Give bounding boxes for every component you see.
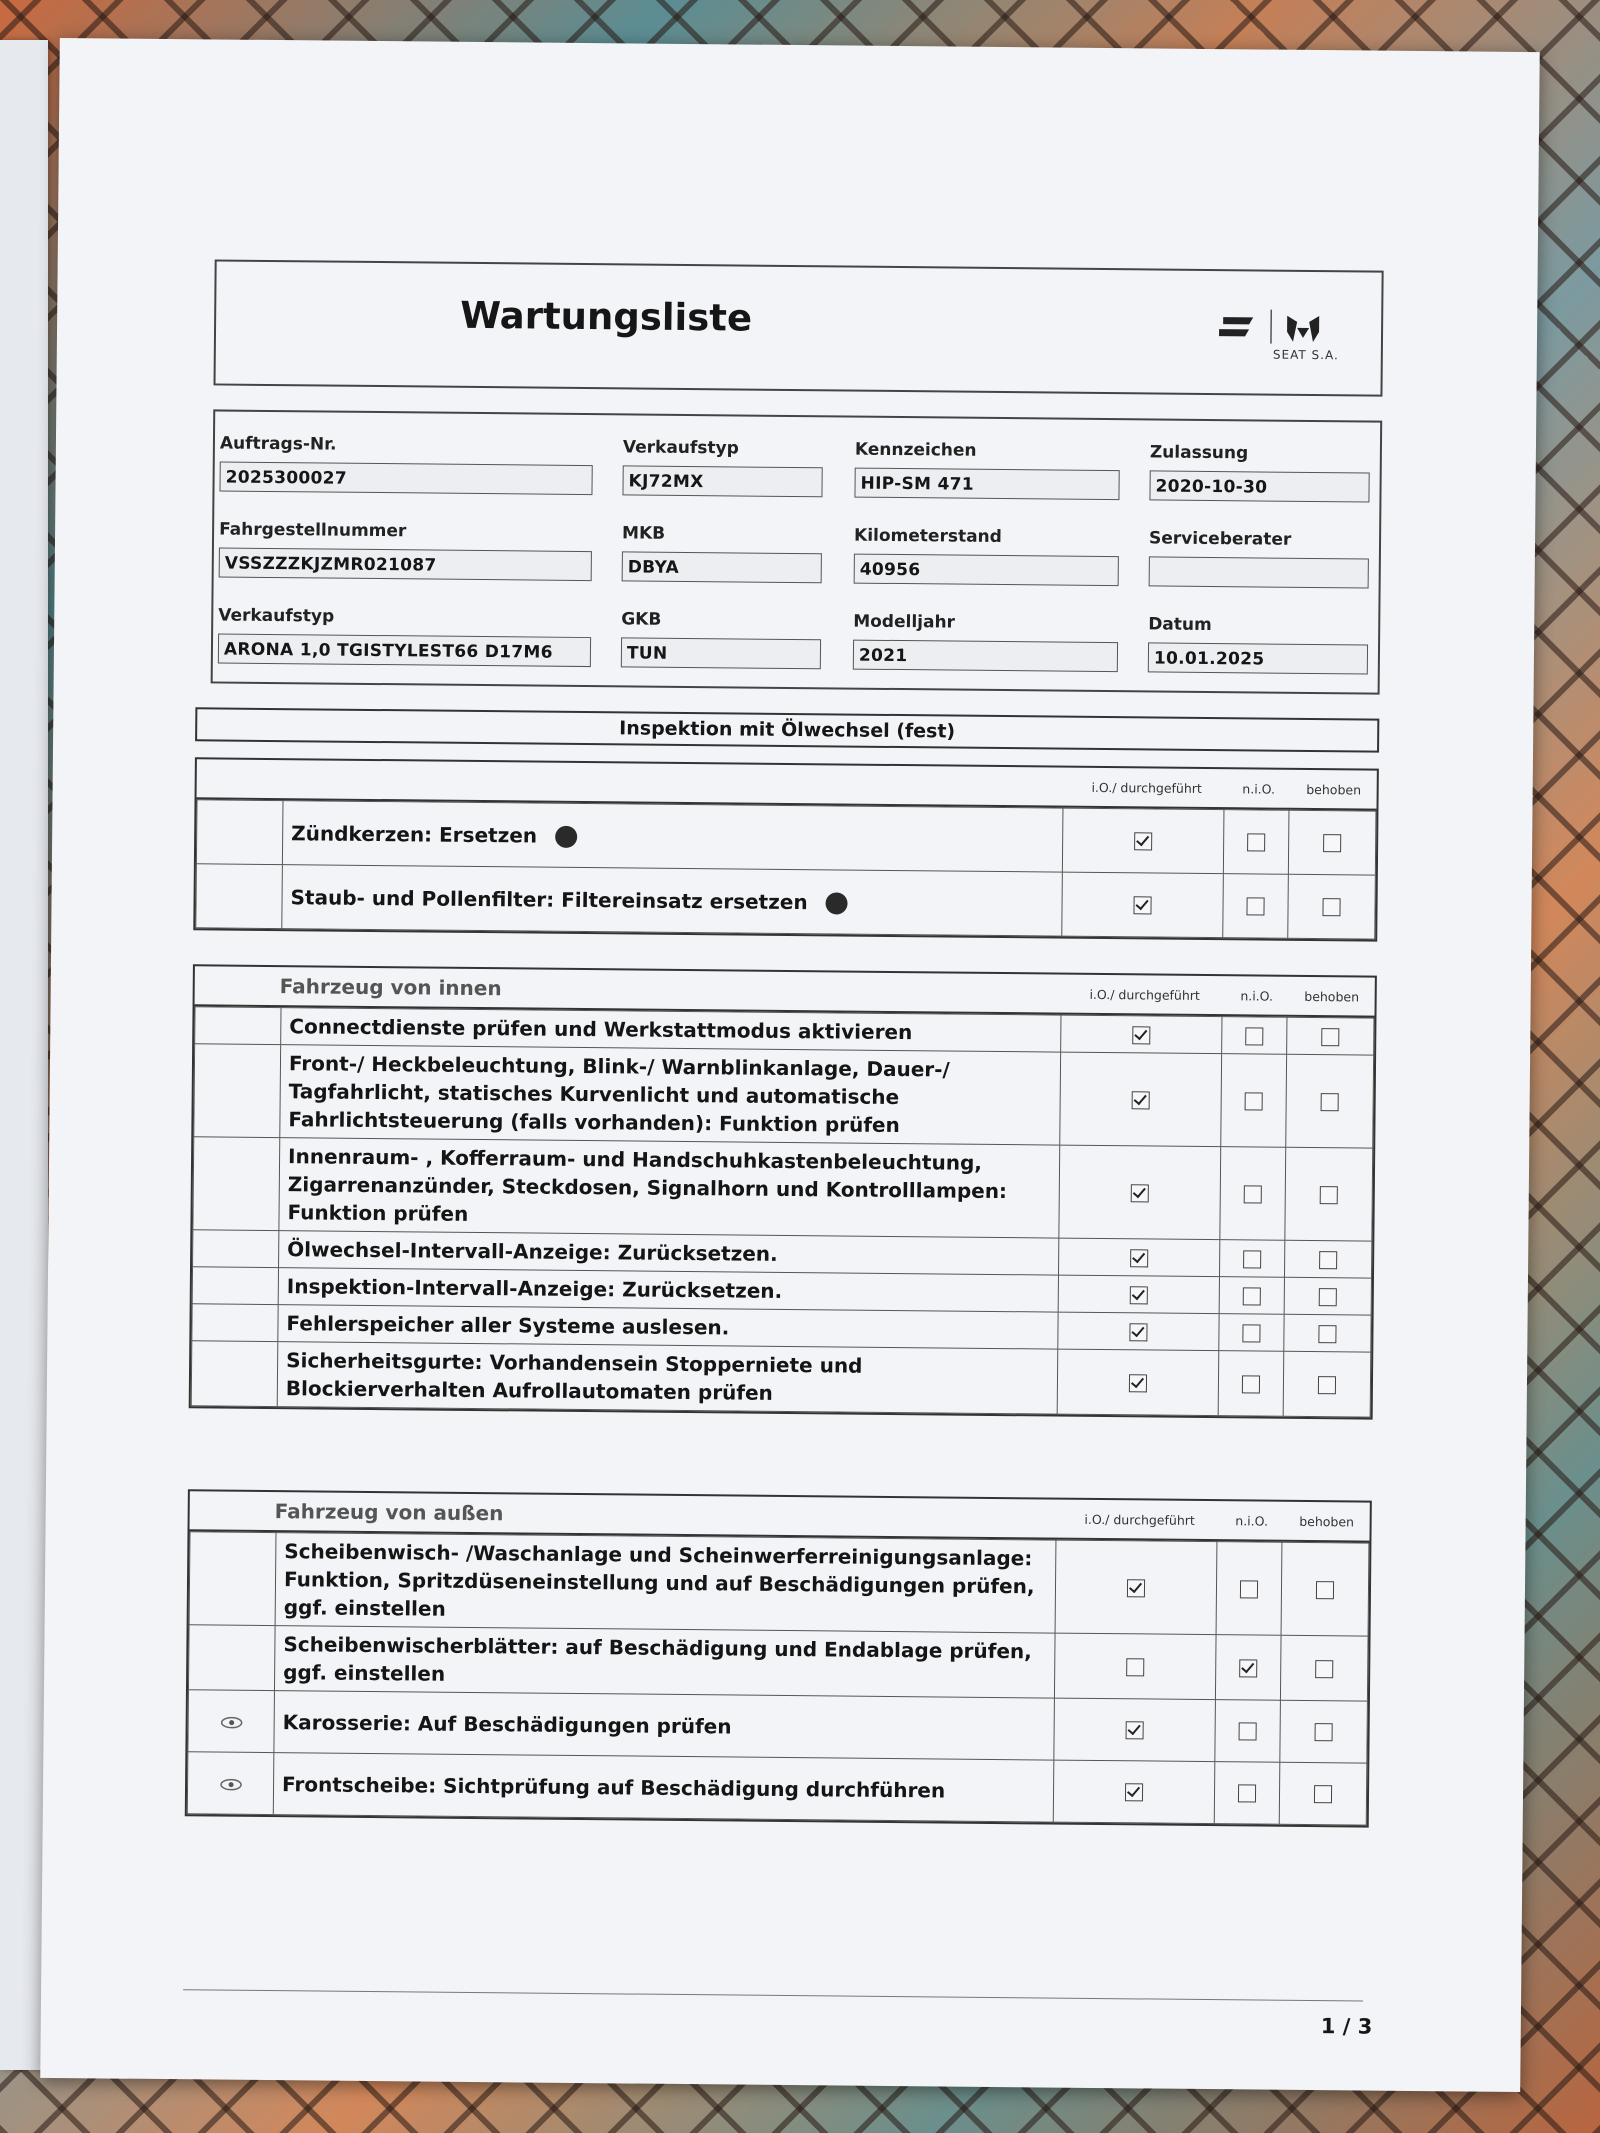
vin-value: VSSZZZKJZMR021087 xyxy=(219,547,592,581)
checkbox-nio[interactable] xyxy=(1245,1027,1263,1045)
table-row xyxy=(196,864,1376,939)
page-number: 1 / 3 xyxy=(1320,2014,1373,2039)
marker-dot-icon xyxy=(555,826,577,848)
cell-fixed[interactable] xyxy=(1285,1147,1373,1241)
cell-ok[interactable] xyxy=(1053,1760,1215,1824)
task-text: Connectdienste prüfen und Werkstattmodus aktivieren xyxy=(281,1008,1061,1052)
cell-nio[interactable] xyxy=(1223,874,1289,939)
field-serviceberater xyxy=(1149,528,1370,588)
checkbox-nio[interactable] xyxy=(1242,1375,1260,1393)
license-plate-value: HIP-SM 471 xyxy=(854,468,1119,501)
cell-nio[interactable] xyxy=(1219,1314,1284,1352)
background-sheet xyxy=(0,40,48,2070)
checkbox-ok[interactable] xyxy=(1132,1091,1150,1109)
cell-nio[interactable] xyxy=(1221,1054,1287,1148)
cell-nio[interactable] xyxy=(1222,1017,1287,1055)
field-label: Modelljahr xyxy=(853,611,956,633)
column-header-ok: i.O./ durchgeführt xyxy=(1059,1500,1219,1541)
row-marker xyxy=(191,1341,278,1407)
registration-date-value: 2020-10-30 xyxy=(1149,470,1369,502)
field-label: Zulassung xyxy=(1149,442,1249,464)
table-row xyxy=(187,1752,1367,1825)
field-zulassung xyxy=(1149,442,1370,502)
field-datum xyxy=(1148,614,1369,674)
table-row xyxy=(193,1137,1373,1241)
checkbox-nio[interactable] xyxy=(1242,1324,1260,1342)
column-header-fixed: behoben xyxy=(1290,770,1376,810)
gearbox-code-value: TUN xyxy=(621,637,821,669)
checkbox-fixed[interactable] xyxy=(1315,1723,1333,1741)
row-marker xyxy=(187,1752,274,1815)
checkbox-ok[interactable] xyxy=(1131,1184,1149,1202)
field-modelljahr xyxy=(853,612,1119,673)
task-text: Front-/ Heckbeleuchtung, Blink-/ Warnblinkanlage, Dauer-/ Tagfahrlicht, statisches Kurvenlicht und automatische Fahrlichtsteuerung (falls vorhanden): Funktion prüfen xyxy=(280,1045,1061,1145)
cell-nio[interactable] xyxy=(1216,1542,1282,1636)
row-marker xyxy=(192,1267,278,1305)
column-header-ok: i.O./ durchgeführt xyxy=(1065,975,1225,1016)
cell-fixed[interactable] xyxy=(1280,1635,1368,1701)
brand-name: SEAT S.A. xyxy=(1272,347,1339,363)
table-row xyxy=(188,1690,1368,1763)
cell-nio[interactable] xyxy=(1219,1240,1284,1278)
checkbox-nio[interactable] xyxy=(1244,1185,1262,1203)
field-label: Verkaufstyp xyxy=(622,437,739,459)
eye-icon xyxy=(219,1778,243,1790)
checkbox-ok[interactable] xyxy=(1125,1784,1143,1802)
section-title: Fahrzeug von innen xyxy=(195,966,1065,1013)
table-row xyxy=(189,1532,1369,1636)
row-marker xyxy=(194,1044,281,1138)
vehicle-info-grid xyxy=(211,409,1383,694)
row-marker xyxy=(189,1532,276,1626)
checkbox-fixed[interactable] xyxy=(1316,1581,1334,1599)
cell-fixed[interactable] xyxy=(1284,1240,1371,1278)
cell-nio[interactable] xyxy=(1219,1277,1284,1315)
checkbox-fixed[interactable] xyxy=(1322,898,1340,916)
model-year-value: 2021 xyxy=(853,640,1118,673)
checkbox-fixed[interactable] xyxy=(1321,1093,1339,1111)
table-row xyxy=(191,1341,1371,1417)
checkbox-ok[interactable] xyxy=(1133,897,1151,915)
checkbox-ok[interactable] xyxy=(1130,1286,1148,1304)
field-label: Datum xyxy=(1148,614,1212,636)
task-text: Inspektion-Intervall-Anzeige: Zurücksetzen. xyxy=(278,1268,1058,1312)
checkbox-nio[interactable] xyxy=(1239,1723,1257,1741)
checkbox-ok[interactable] xyxy=(1134,833,1152,851)
field-label: MKB xyxy=(621,523,666,544)
cell-ok[interactable] xyxy=(1054,1698,1216,1762)
cell-nio[interactable] xyxy=(1220,1147,1286,1241)
checkbox-fixed[interactable] xyxy=(1319,1288,1337,1306)
field-label: Verkaufstyp xyxy=(218,605,335,627)
cell-fixed[interactable] xyxy=(1286,1054,1374,1148)
cell-fixed[interactable] xyxy=(1284,1314,1371,1352)
row-marker xyxy=(196,800,283,865)
field-label: Serviceberater xyxy=(1148,528,1292,550)
page-title: Wartungsliste xyxy=(460,293,753,340)
cell-ok[interactable] xyxy=(1058,1312,1219,1351)
field-label: Kennzeichen xyxy=(854,439,977,461)
mileage-value: 40956 xyxy=(854,554,1119,587)
checkbox-nio[interactable] xyxy=(1243,1250,1261,1268)
checkbox-fixed[interactable] xyxy=(1321,1028,1339,1046)
checkbox-ok[interactable] xyxy=(1129,1323,1147,1341)
interior-table xyxy=(189,964,1377,1419)
exterior-table xyxy=(185,1489,1372,1827)
row-marker xyxy=(188,1690,275,1753)
marker-dot-icon xyxy=(826,892,848,914)
checkbox-ok[interactable] xyxy=(1130,1249,1148,1267)
eye-icon xyxy=(219,1716,243,1728)
row-marker xyxy=(193,1230,279,1268)
cell-nio[interactable] xyxy=(1215,1635,1281,1701)
checkbox-nio[interactable] xyxy=(1246,898,1264,916)
checkbox-ok[interactable] xyxy=(1132,1026,1150,1044)
column-header-nio: n.i.O. xyxy=(1219,1501,1283,1541)
task-text xyxy=(282,801,1063,872)
service-advisor-value xyxy=(1149,556,1369,588)
field-fahrgestell xyxy=(219,519,593,581)
table-row xyxy=(188,1625,1368,1701)
cell-nio[interactable] xyxy=(1215,1700,1281,1763)
order-number-value: 2025300027 xyxy=(219,461,592,495)
field-label: GKB xyxy=(621,609,662,630)
cell-ok[interactable] xyxy=(1062,808,1224,874)
row-marker xyxy=(193,1137,280,1231)
task-label: Zündkerzen: Ersetzen xyxy=(291,820,538,848)
checkbox-fixed[interactable] xyxy=(1318,1376,1336,1394)
checkbox-nio[interactable] xyxy=(1245,1092,1263,1110)
column-header-fixed: behoben xyxy=(1283,1502,1369,1542)
cell-ok[interactable] xyxy=(1058,1238,1219,1277)
field-verkaufstyp-code xyxy=(622,437,823,497)
task-text: Scheibenwischerblätter: auf Beschädigung und Endablage prüfen, ggf. einstellen xyxy=(274,1626,1055,1698)
field-auftragsnr xyxy=(219,433,593,495)
cell-fixed[interactable] xyxy=(1281,1542,1369,1636)
field-verkaufstyp-model xyxy=(218,605,592,667)
field-label: Auftrags-Nr. xyxy=(219,433,337,455)
checkbox-ok[interactable] xyxy=(1129,1374,1147,1392)
cell-nio[interactable] xyxy=(1218,1351,1284,1417)
cell-nio[interactable] xyxy=(1214,1762,1280,1825)
row-marker xyxy=(192,1304,278,1342)
cell-ok[interactable] xyxy=(1060,1052,1222,1147)
cell-fixed[interactable] xyxy=(1284,1277,1371,1315)
row-marker xyxy=(196,864,283,929)
cell-fixed[interactable] xyxy=(1279,1762,1367,1825)
cell-ok[interactable] xyxy=(1059,1145,1221,1240)
cell-fixed[interactable] xyxy=(1283,1351,1371,1417)
task-text: Scheibenwisch- /Waschanlage und Scheinwerferreinigungsanlage: Funktion, Spritzdüseneinstellung und auf Beschädigungen prüfen, ggf. einstellen xyxy=(275,1533,1056,1633)
task-text: Karosserie: Auf Beschädigungen prüfen xyxy=(274,1691,1055,1760)
cell-fixed[interactable] xyxy=(1288,874,1376,939)
checkbox-ok[interactable] xyxy=(1126,1722,1144,1740)
model-description-value: ARONA 1,0 TGISTYLEST66 D17M6 xyxy=(218,633,591,667)
row-marker xyxy=(195,1007,281,1045)
maintenance-sheet xyxy=(40,38,1540,2092)
checkbox-fixed[interactable] xyxy=(1319,1251,1337,1269)
cell-fixed[interactable] xyxy=(1287,1017,1374,1055)
cell-ok[interactable] xyxy=(1055,1540,1217,1635)
inspection-table xyxy=(193,757,1379,941)
checkbox-nio[interactable] xyxy=(1243,1287,1261,1305)
task-label: Staub- und Pollenfilter: Filtereinsatz ersetzen xyxy=(290,884,808,914)
checkbox-nio[interactable] xyxy=(1240,1580,1258,1598)
field-label: Fahrgestellnummer xyxy=(219,519,407,542)
checkbox-nio[interactable] xyxy=(1239,1659,1257,1677)
checkbox-fixed[interactable] xyxy=(1315,1660,1333,1678)
cell-ok[interactable] xyxy=(1061,1015,1222,1054)
task-text: Fehlerspeicher aller Systeme auslesen. xyxy=(278,1305,1058,1349)
checkbox-fixed[interactable] xyxy=(1314,1785,1332,1803)
cell-ok[interactable] xyxy=(1062,872,1224,938)
task-text xyxy=(282,865,1063,936)
checkbox-ok[interactable] xyxy=(1127,1579,1145,1597)
field-kennzeichen xyxy=(854,440,1120,501)
table-row xyxy=(194,1044,1374,1148)
cell-fixed[interactable] xyxy=(1288,810,1376,875)
column-header-fixed: behoben xyxy=(1288,977,1374,1017)
section-title xyxy=(197,759,1067,806)
checkbox-fixed[interactable] xyxy=(1323,834,1341,852)
checkbox-ok[interactable] xyxy=(1126,1658,1144,1676)
table-row xyxy=(196,800,1376,875)
checkbox-fixed[interactable] xyxy=(1318,1325,1336,1343)
cell-ok[interactable] xyxy=(1058,1275,1219,1314)
task-text: Innenraum- , Kofferraum- und Handschuhkastenbeleuchtung, Zigarrenanzünder, Steckdosen, Signalhorn und Kontrolllampen: Funktion prüfen xyxy=(279,1138,1060,1238)
field-kilometerstand xyxy=(854,526,1120,587)
section-title: Fahrzeug von außen xyxy=(190,1491,1060,1538)
field-gkb xyxy=(621,609,822,669)
cell-ok[interactable] xyxy=(1057,1349,1219,1416)
checkbox-nio[interactable] xyxy=(1247,834,1265,852)
inspection-banner: Inspektion mit Ölwechsel (fest) xyxy=(195,707,1379,752)
task-text: Sicherheitsgurte: Vorhandensein Stopperniete und Blockierverhalten Aufrollautomaten prüfen xyxy=(277,1342,1058,1414)
column-header-nio: n.i.O. xyxy=(1224,976,1288,1016)
engine-code-value: DBYA xyxy=(622,551,822,583)
task-text: Frontscheibe: Sichtprüfung auf Beschädigung durchführen xyxy=(273,1753,1054,1822)
checkbox-nio[interactable] xyxy=(1238,1785,1256,1803)
footer-divider xyxy=(183,1989,1363,2001)
field-label: Kilometerstand xyxy=(853,525,1002,548)
sales-type-code-value: KJ72MX xyxy=(622,465,822,497)
field-mkb xyxy=(622,523,823,583)
title-box xyxy=(213,259,1383,396)
cell-ok[interactable] xyxy=(1054,1633,1216,1700)
row-marker xyxy=(188,1625,275,1691)
column-header-nio: n.i.O. xyxy=(1226,769,1290,809)
cell-fixed[interactable] xyxy=(1280,1700,1368,1763)
column-header-ok: i.O./ durchgeführt xyxy=(1066,768,1226,809)
cell-nio[interactable] xyxy=(1223,810,1289,875)
date-value: 10.01.2025 xyxy=(1148,642,1368,674)
checkbox-fixed[interactable] xyxy=(1320,1186,1338,1204)
task-text: Ölwechsel-Intervall-Anzeige: Zurücksetzen. xyxy=(279,1231,1059,1275)
